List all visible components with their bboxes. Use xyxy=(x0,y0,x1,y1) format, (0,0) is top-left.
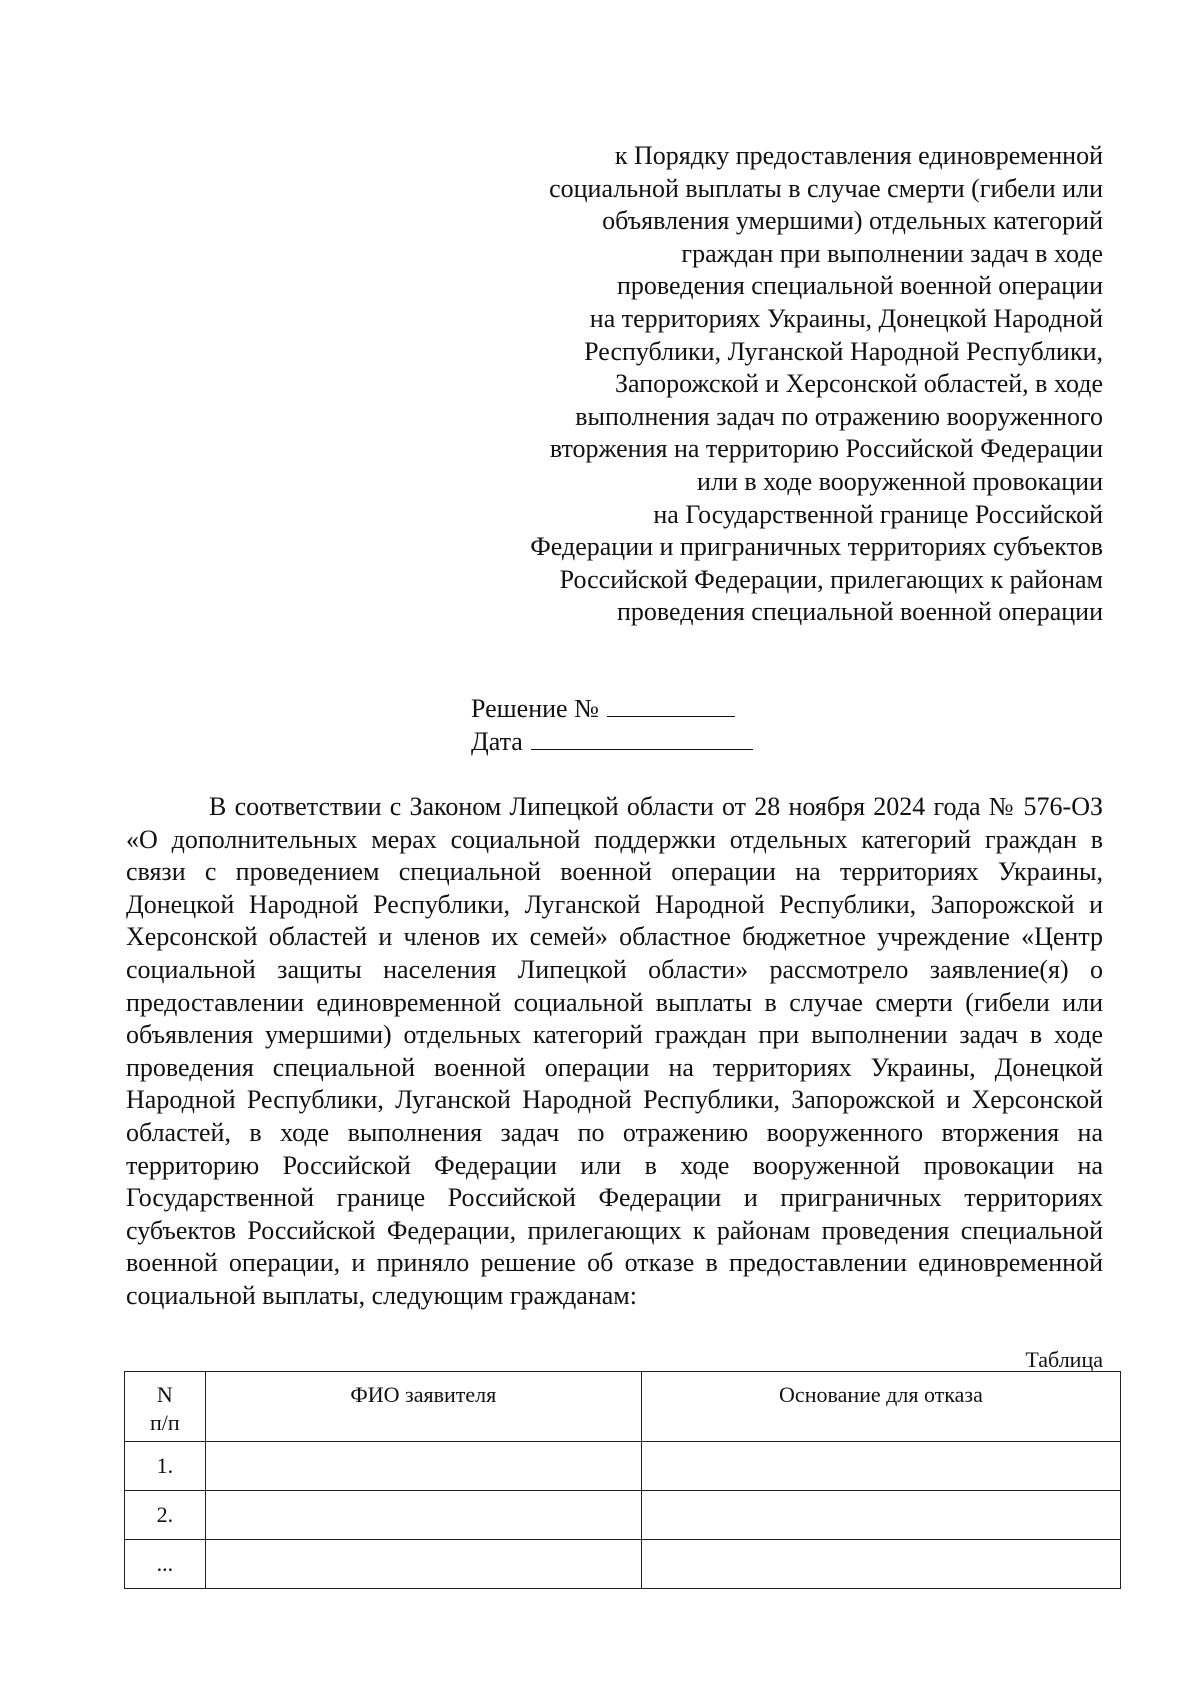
header-number-line2: п/п xyxy=(150,1410,180,1435)
appendix-line: социальной выплаты в случае смерти (гибели или xyxy=(549,173,1103,203)
refusals-table xyxy=(124,1371,1121,1589)
row-number: 2. xyxy=(125,1491,206,1540)
appendix-line: Запорожской и Херсонской областей, в ходе xyxy=(615,369,1103,399)
decision-number-blank[interactable] xyxy=(607,694,735,717)
applicant-name-cell[interactable] xyxy=(205,1442,641,1491)
applicant-name-cell[interactable] xyxy=(205,1540,641,1589)
appendix-line: проведения специальной военной операции xyxy=(617,597,1103,627)
applicant-name-cell[interactable] xyxy=(205,1491,641,1540)
header-number-line1: N xyxy=(156,1382,173,1407)
appendix-line: к Порядку предоставления единовременной xyxy=(614,141,1103,170)
table-header-row xyxy=(125,1372,1121,1442)
appendix-reference xyxy=(423,140,1103,629)
table-row xyxy=(125,1442,1121,1491)
row-number: ... xyxy=(125,1540,206,1589)
appendix-line: Федерации и приграничных территориях субъектов xyxy=(530,532,1103,562)
decision-block xyxy=(471,693,753,758)
appendix-line: граждан при выполнении задач в ходе xyxy=(681,238,1103,268)
appendix-line: выполнения задач по отражению вооруженного xyxy=(575,401,1103,431)
decision-date-label: Дата xyxy=(471,726,523,756)
table-row xyxy=(125,1491,1121,1540)
header-refusal-reason: Основание для отказа xyxy=(641,1372,1120,1442)
appendix-line: на территориях Украины, Донецкой Народной xyxy=(589,303,1103,333)
decision-date-row xyxy=(471,726,753,759)
refusal-reason-cell[interactable] xyxy=(641,1540,1120,1589)
refusal-reason-cell[interactable] xyxy=(641,1442,1120,1491)
decision-number-row xyxy=(471,693,753,726)
decision-date-blank[interactable] xyxy=(531,727,753,750)
header-applicant-name: ФИО заявителя xyxy=(205,1372,641,1442)
decision-number-label: Решение № xyxy=(471,694,599,723)
refusal-reason-cell[interactable] xyxy=(641,1491,1120,1540)
body-paragraph: В соответствии с Законом Липецкой области от 28 ноября 2024 года № 576-ОЗ «О дополнительных мерах социальной поддержки отдельных категорий граждан в связи с проведением специальной военной операции на территориях Украины, Донецкой Народной Республики, Луганской Народной Республики, Запорожской и Херсонской областей и членов их семей» областное бюджетное учреждение «Центр социальной защиты населения Липецкой области» рассмотрело заявление(я) о предоставлении единовременной социальной выплаты в случае смерти (гибели или объявления умершими) отдельных категорий граждан при выполнении задач в ходе проведения специальной военной операции на территориях Украины, Донецкой Народной Республики, Луганской Народной Республики, Запорожской и Херсонской областей, в ходе выполнения задач по отражению вооруженного вторжения на территорию Российской Федерации или в ходе вооруженной провокации на Государственной границе Российской Федерации и приграничных территориях субъектов Российской Федерации, прилегающих к районам проведения специальной военной операции, и приняло решение об отказе в предоставлении единовременной социальной выплаты, следующим гражданам: xyxy=(126,792,1103,1310)
table-caption: Таблица xyxy=(1025,1347,1103,1372)
appendix-line: вторжения на территорию Российской Федерации xyxy=(549,434,1103,464)
row-number: 1. xyxy=(125,1442,206,1491)
appendix-line: или в ходе вооруженной провокации xyxy=(697,466,1103,496)
appendix-line: проведения специальной военной операции xyxy=(617,271,1103,301)
appendix-line: на Государственной границе Российской xyxy=(653,499,1103,529)
appendix-line: Республики, Луганской Народной Республики, xyxy=(584,336,1103,366)
table-row xyxy=(125,1540,1121,1589)
header-number xyxy=(125,1372,206,1442)
appendix-line: Российской Федерации, прилегающих к районам xyxy=(559,564,1103,594)
appendix-line: объявления умершими) отдельных категорий xyxy=(602,206,1103,236)
